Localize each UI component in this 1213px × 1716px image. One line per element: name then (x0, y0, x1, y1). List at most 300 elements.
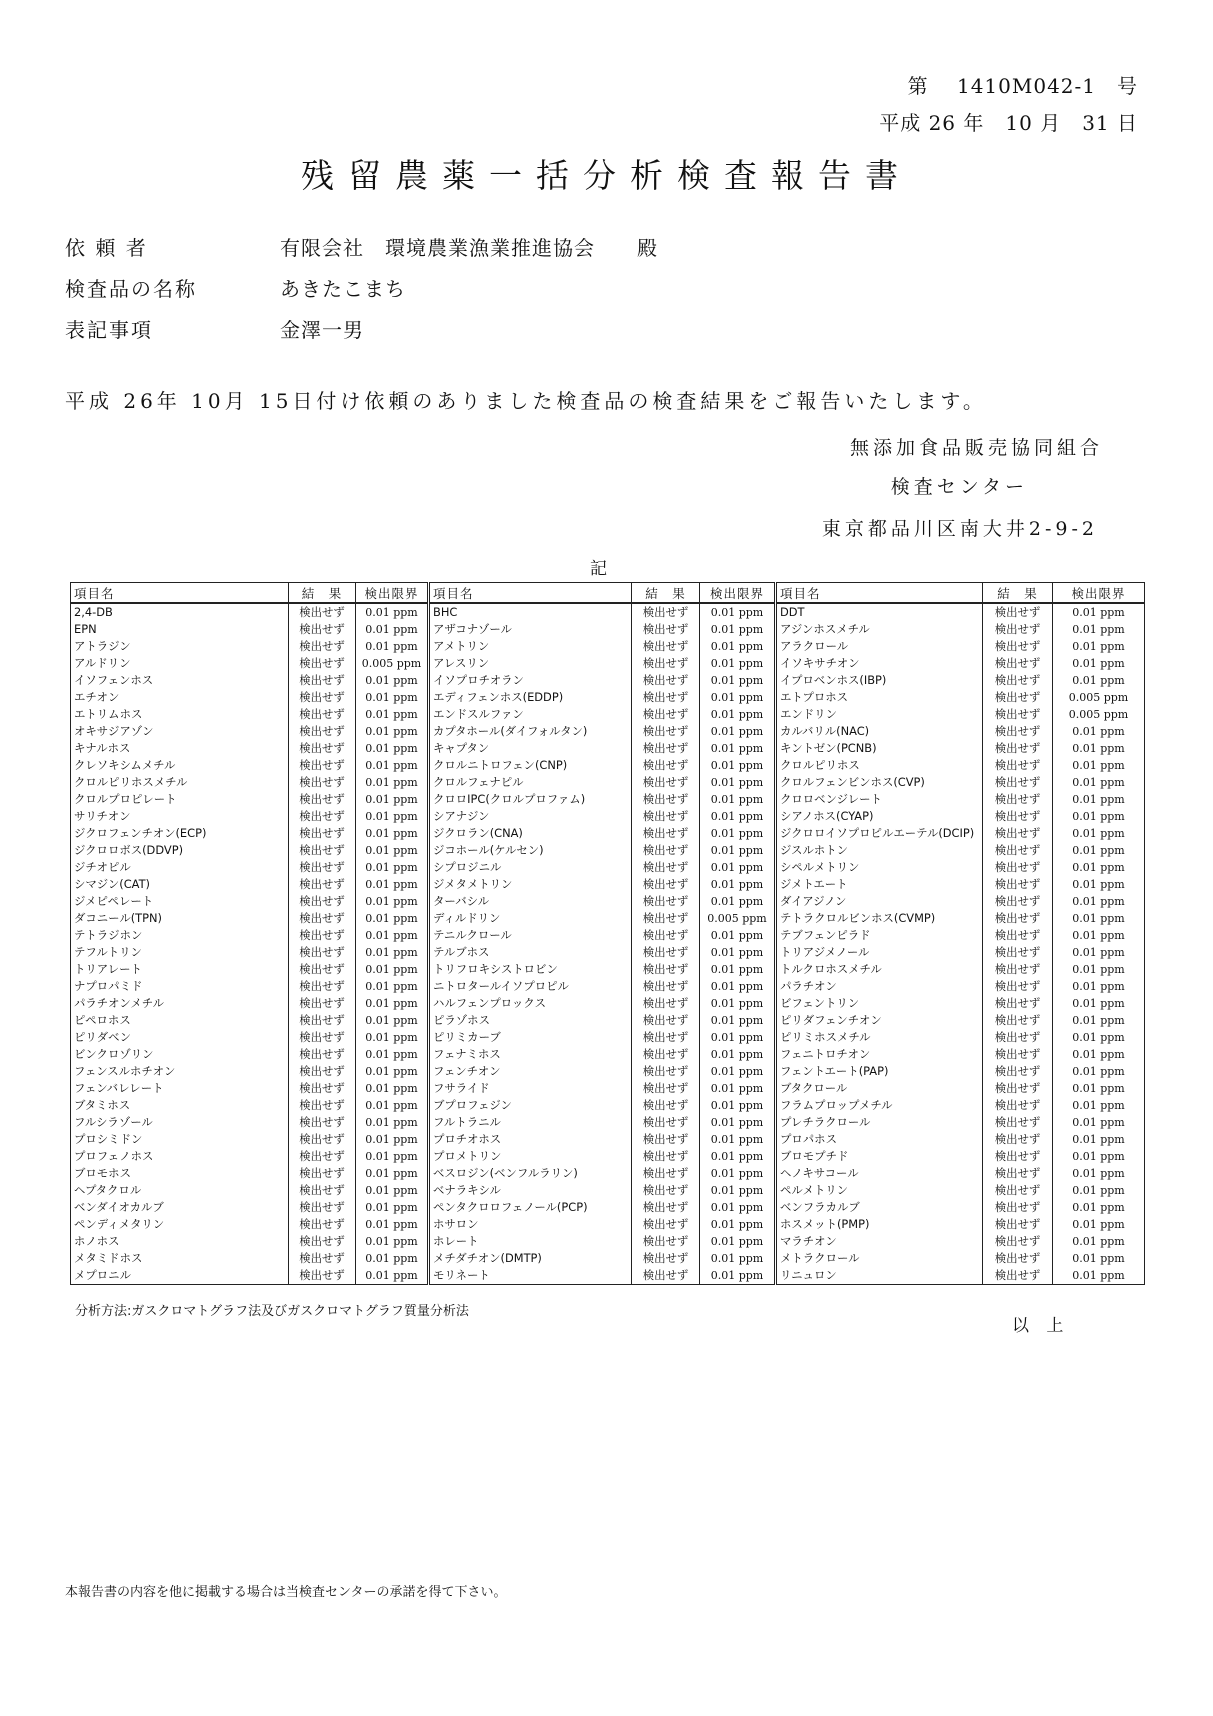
header-result-2: 結 果 (632, 583, 700, 604)
item-name-cell: パラチオン (776, 978, 983, 995)
item-name-cell: プレチラクロール (776, 1114, 983, 1131)
table-row (71, 689, 1145, 706)
item-name-cell: フェナミホス (429, 1046, 632, 1063)
header-result-1: 結 果 (289, 583, 356, 604)
result-cell: 検出せず (983, 1046, 1053, 1063)
notation-value: 金澤一男 (280, 318, 364, 342)
table-row (71, 1046, 1145, 1063)
detection-limit-cell: 0.01 ppm (700, 1199, 776, 1216)
header-limit-2: 検出限界 (700, 583, 776, 604)
detection-limit-cell: 0.01 ppm (356, 757, 429, 774)
result-cell: 検出せず (983, 842, 1053, 859)
item-name-cell: キントゼン(PCNB) (776, 740, 983, 757)
detection-limit-cell: 0.01 ppm (700, 842, 776, 859)
result-cell: 検出せず (289, 1165, 356, 1182)
item-name-cell: ベンダイオカルブ (71, 1199, 289, 1216)
result-cell: 検出せず (632, 672, 700, 689)
item-name-cell: テニルクロール (429, 927, 632, 944)
result-cell: 検出せず (632, 791, 700, 808)
item-name-cell: ダイアジノン (776, 893, 983, 910)
detection-limit-cell: 0.01 ppm (700, 1097, 776, 1114)
table-row (71, 1063, 1145, 1080)
result-cell: 検出せず (632, 1148, 700, 1165)
result-cell: 検出せず (289, 1114, 356, 1131)
detection-limit-cell: 0.01 ppm (356, 672, 429, 689)
item-name-cell: アザコナゾール (429, 621, 632, 638)
item-name-cell: ブロモプチド (776, 1148, 983, 1165)
table-row (71, 876, 1145, 893)
item-name-cell: ピラゾホス (429, 1012, 632, 1029)
detection-limit-cell: 0.005 ppm (700, 910, 776, 927)
detection-limit-cell: 0.01 ppm (700, 672, 776, 689)
item-name-cell: ジクロロボス(DDVP) (71, 842, 289, 859)
item-name-cell: シマジン(CAT) (71, 876, 289, 893)
item-name-cell: クロルプロピレート (71, 791, 289, 808)
item-name-cell: ニトロタールイソプロピル (429, 978, 632, 995)
result-cell: 検出せず (289, 1267, 356, 1285)
detection-limit-cell: 0.01 ppm (1053, 1063, 1145, 1080)
detection-limit-cell: 0.01 ppm (1053, 1012, 1145, 1029)
item-name-cell: ブタクロール (776, 1080, 983, 1097)
detection-limit-cell: 0.01 ppm (356, 1097, 429, 1114)
detection-limit-cell: 0.01 ppm (356, 825, 429, 842)
detection-limit-cell: 0.01 ppm (356, 1148, 429, 1165)
item-name-cell: クロルピリホスメチル (71, 774, 289, 791)
document-title: 残留農薬一括分析検査報告書 (301, 156, 912, 195)
detection-limit-cell: 0.01 ppm (356, 944, 429, 961)
result-cell: 検出せず (632, 1250, 700, 1267)
result-cell: 検出せず (632, 774, 700, 791)
item-name-cell: アルドリン (71, 655, 289, 672)
detection-limit-cell: 0.01 ppm (356, 1216, 429, 1233)
table-row (71, 1199, 1145, 1216)
detection-limit-cell: 0.01 ppm (1053, 621, 1145, 638)
detection-limit-cell: 0.005 ppm (1053, 706, 1145, 723)
item-name-cell: フェンチオン (429, 1063, 632, 1080)
table-row (71, 961, 1145, 978)
item-name-cell: メトラクロール (776, 1250, 983, 1267)
item-name-cell: カプタホール(ダイフォルタン) (429, 723, 632, 740)
item-name-cell: フェニトロチオン (776, 1046, 983, 1063)
detection-limit-cell: 0.01 ppm (356, 842, 429, 859)
item-name-cell: ピリミホスメチル (776, 1029, 983, 1046)
result-cell: 検出せず (632, 1080, 700, 1097)
detection-limit-cell: 0.01 ppm (356, 1233, 429, 1250)
detection-limit-cell: 0.01 ppm (1053, 1233, 1145, 1250)
detection-limit-cell: 0.01 ppm (1053, 1250, 1145, 1267)
detection-limit-cell: 0.01 ppm (1053, 1165, 1145, 1182)
result-cell: 検出せず (983, 859, 1053, 876)
result-cell: 検出せず (632, 944, 700, 961)
result-cell: 検出せず (632, 723, 700, 740)
detection-limit-cell: 0.01 ppm (1053, 1182, 1145, 1199)
result-cell: 検出せず (983, 1148, 1053, 1165)
table-row (71, 655, 1145, 672)
result-cell: 検出せず (983, 961, 1053, 978)
item-name-cell: DDT (776, 603, 983, 621)
detection-limit-cell: 0.01 ppm (356, 1012, 429, 1029)
table-row (71, 893, 1145, 910)
detection-limit-cell: 0.01 ppm (700, 961, 776, 978)
item-name-cell: エディフェンホス(EDDP) (429, 689, 632, 706)
detection-limit-cell: 0.01 ppm (1053, 655, 1145, 672)
item-name-cell: ディルドリン (429, 910, 632, 927)
item-name-cell: エトリムホス (71, 706, 289, 723)
detection-limit-cell: 0.01 ppm (700, 1012, 776, 1029)
result-cell: 検出せず (983, 995, 1053, 1012)
detection-limit-cell: 0.01 ppm (1053, 791, 1145, 808)
detection-limit-cell: 0.01 ppm (1053, 808, 1145, 825)
detection-limit-cell: 0.01 ppm (1053, 1046, 1145, 1063)
result-cell: 検出せず (983, 1080, 1053, 1097)
result-cell: 検出せず (983, 740, 1053, 757)
item-name-cell: ホスメット(PMP) (776, 1216, 983, 1233)
result-cell: 検出せず (289, 1233, 356, 1250)
item-name-cell: カルバリル(NAC) (776, 723, 983, 740)
item-name-cell: フサライド (429, 1080, 632, 1097)
detection-limit-cell: 0.01 ppm (700, 825, 776, 842)
table-row (71, 1148, 1145, 1165)
item-name-cell: プロシミドン (71, 1131, 289, 1148)
detection-limit-cell: 0.01 ppm (1053, 638, 1145, 655)
table-row (71, 859, 1145, 876)
result-cell: 検出せず (289, 689, 356, 706)
detection-limit-cell: 0.01 ppm (700, 603, 776, 621)
detection-limit-cell: 0.01 ppm (700, 757, 776, 774)
item-name-cell: アトラジン (71, 638, 289, 655)
result-cell: 検出せず (289, 672, 356, 689)
detection-limit-cell: 0.01 ppm (700, 1216, 776, 1233)
item-name-cell: トリアレート (71, 961, 289, 978)
detection-limit-cell: 0.01 ppm (700, 621, 776, 638)
item-name-cell: EPN (71, 621, 289, 638)
item-name-cell: クロルニトロフェン(CNP) (429, 757, 632, 774)
item-name-cell: オキサジアゾン (71, 723, 289, 740)
result-cell: 検出せず (289, 910, 356, 927)
result-cell: 検出せず (632, 1199, 700, 1216)
item-name-cell: モリネート (429, 1267, 632, 1285)
result-cell: 検出せず (632, 808, 700, 825)
detection-limit-cell: 0.01 ppm (700, 1080, 776, 1097)
item-name-cell: キナルホス (71, 740, 289, 757)
detection-limit-cell: 0.01 ppm (356, 1182, 429, 1199)
item-name-cell: ベナラキシル (429, 1182, 632, 1199)
detection-limit-cell: 0.01 ppm (356, 910, 429, 927)
detection-limit-cell: 0.01 ppm (1053, 978, 1145, 995)
item-name-cell: シアナジン (429, 808, 632, 825)
item-name-cell: フェントエート(PAP) (776, 1063, 983, 1080)
document-number: 第 1410M042-1 号 (907, 74, 1138, 98)
result-cell: 検出せず (289, 1029, 356, 1046)
result-cell: 検出せず (632, 910, 700, 927)
result-cell: 検出せず (983, 1063, 1053, 1080)
detection-limit-cell: 0.01 ppm (1053, 723, 1145, 740)
result-cell: 検出せず (632, 876, 700, 893)
result-cell: 検出せず (632, 1012, 700, 1029)
result-cell: 検出せず (289, 842, 356, 859)
result-cell: 検出せず (632, 1114, 700, 1131)
detection-limit-cell: 0.01 ppm (1053, 1267, 1145, 1285)
table-row (71, 1029, 1145, 1046)
detection-limit-cell: 0.01 ppm (356, 689, 429, 706)
result-cell: 検出せず (289, 978, 356, 995)
item-name-cell: ジスルホトン (776, 842, 983, 859)
detection-limit-cell: 0.01 ppm (1053, 757, 1145, 774)
table-row (71, 638, 1145, 655)
results-table (70, 582, 1145, 1285)
result-cell: 検出せず (632, 706, 700, 723)
detection-limit-cell: 0.01 ppm (356, 774, 429, 791)
detection-limit-cell: 0.01 ppm (356, 603, 429, 621)
detection-limit-cell: 0.01 ppm (700, 1165, 776, 1182)
result-cell: 検出せず (289, 1063, 356, 1080)
detection-limit-cell: 0.01 ppm (700, 944, 776, 961)
item-name-cell: ペンディメタリン (71, 1216, 289, 1233)
item-name-cell: リニュロン (776, 1267, 983, 1285)
table-row (71, 1216, 1145, 1233)
detection-limit-cell: 0.01 ppm (356, 1199, 429, 1216)
detection-limit-cell: 0.01 ppm (1053, 842, 1145, 859)
result-cell: 検出せず (983, 825, 1053, 842)
result-cell: 検出せず (289, 927, 356, 944)
item-name-cell: トルクロホスメチル (776, 961, 983, 978)
detection-limit-cell: 0.01 ppm (356, 1165, 429, 1182)
detection-limit-cell: 0.01 ppm (1053, 893, 1145, 910)
result-cell: 検出せず (289, 859, 356, 876)
result-cell: 検出せず (983, 621, 1053, 638)
item-name-cell: プロフェノホス (71, 1148, 289, 1165)
result-cell: 検出せず (983, 910, 1053, 927)
item-name-cell: フラムプロップメチル (776, 1097, 983, 1114)
item-name-cell: ホノホス (71, 1233, 289, 1250)
item-name-cell: フェンバレレート (71, 1080, 289, 1097)
item-name-cell: エンドスルファン (429, 706, 632, 723)
result-cell: 検出せず (289, 655, 356, 672)
result-cell: 検出せず (289, 723, 356, 740)
item-name-cell: イプロベンホス(IBP) (776, 672, 983, 689)
result-cell: 検出せず (983, 757, 1053, 774)
detection-limit-cell: 0.01 ppm (700, 1114, 776, 1131)
result-cell: 検出せず (289, 706, 356, 723)
result-cell: 検出せず (289, 621, 356, 638)
detection-limit-cell: 0.01 ppm (1053, 1114, 1145, 1131)
detection-limit-cell: 0.01 ppm (700, 740, 776, 757)
document-date: 平成 26 年 10 月 31 日 (879, 111, 1138, 135)
detection-limit-cell: 0.01 ppm (1053, 774, 1145, 791)
result-cell: 検出せず (632, 603, 700, 621)
item-name-cell: シペルメトリン (776, 859, 983, 876)
item-name-cell: 2,4-DB (71, 603, 289, 621)
detection-limit-cell: 0.01 ppm (700, 995, 776, 1012)
result-cell: 検出せず (632, 859, 700, 876)
detection-limit-cell: 0.01 ppm (356, 1029, 429, 1046)
result-cell: 検出せず (632, 1097, 700, 1114)
end-mark: 以 上 (1012, 1316, 1070, 1336)
item-name-cell: ヘプタクロル (71, 1182, 289, 1199)
result-cell: 検出せず (632, 1063, 700, 1080)
item-name-cell: メタミドホス (71, 1250, 289, 1267)
result-cell: 検出せず (289, 1250, 356, 1267)
item-name-cell: プロチオホス (429, 1131, 632, 1148)
result-cell: 検出せず (289, 1012, 356, 1029)
result-cell: 検出せず (632, 1046, 700, 1063)
detection-limit-cell: 0.01 ppm (356, 1114, 429, 1131)
item-name-cell: ペルメトリン (776, 1182, 983, 1199)
result-cell: 検出せず (632, 689, 700, 706)
detection-limit-cell: 0.01 ppm (700, 1250, 776, 1267)
result-cell: 検出せず (289, 1199, 356, 1216)
detection-limit-cell: 0.01 ppm (700, 808, 776, 825)
header-limit-1: 検出限界 (356, 583, 429, 604)
detection-limit-cell: 0.01 ppm (700, 876, 776, 893)
result-cell: 検出せず (983, 927, 1053, 944)
detection-limit-cell: 0.01 ppm (700, 1029, 776, 1046)
detection-limit-cell: 0.01 ppm (356, 927, 429, 944)
detection-limit-cell: 0.01 ppm (356, 961, 429, 978)
result-cell: 検出せず (983, 1250, 1053, 1267)
item-name-cell: パラチオンメチル (71, 995, 289, 1012)
table-row (71, 1267, 1145, 1285)
detection-limit-cell: 0.01 ppm (1053, 825, 1145, 842)
item-name-cell: ベスロジン(ベンフルラリン) (429, 1165, 632, 1182)
result-cell: 検出せず (289, 1080, 356, 1097)
detection-limit-cell: 0.01 ppm (356, 1267, 429, 1285)
detection-limit-cell: 0.01 ppm (1053, 995, 1145, 1012)
detection-limit-cell: 0.01 ppm (356, 1250, 429, 1267)
detection-limit-cell: 0.01 ppm (1053, 1131, 1145, 1148)
item-name-cell: ブロモホス (71, 1165, 289, 1182)
detection-limit-cell: 0.01 ppm (1053, 672, 1145, 689)
detection-limit-cell: 0.01 ppm (700, 689, 776, 706)
item-name-cell: テルブホス (429, 944, 632, 961)
table-row (71, 723, 1145, 740)
item-name-cell: ジメピペレート (71, 893, 289, 910)
detection-limit-cell: 0.01 ppm (1053, 1148, 1145, 1165)
detection-limit-cell: 0.01 ppm (356, 1063, 429, 1080)
result-cell: 検出せず (289, 995, 356, 1012)
table-row (71, 706, 1145, 723)
detection-limit-cell: 0.01 ppm (700, 723, 776, 740)
detection-limit-cell: 0.01 ppm (356, 893, 429, 910)
item-name-cell: ジチオピル (71, 859, 289, 876)
result-cell: 検出せず (983, 1199, 1053, 1216)
result-cell: 検出せず (983, 944, 1053, 961)
result-cell: 検出せず (983, 1097, 1053, 1114)
detection-limit-cell: 0.01 ppm (1053, 944, 1145, 961)
table-row (71, 1182, 1145, 1199)
detection-limit-cell: 0.01 ppm (700, 1233, 776, 1250)
result-cell: 検出せず (632, 757, 700, 774)
result-cell: 検出せず (983, 706, 1053, 723)
detection-limit-cell: 0.01 ppm (356, 1046, 429, 1063)
detection-limit-cell: 0.01 ppm (700, 1046, 776, 1063)
item-name-cell: キャプタン (429, 740, 632, 757)
item-name-cell: ヘノキサコール (776, 1165, 983, 1182)
detection-limit-cell: 0.01 ppm (1053, 859, 1145, 876)
result-cell: 検出せず (983, 689, 1053, 706)
item-name-cell: テトラクロルビンホス(CVMP) (776, 910, 983, 927)
result-cell: 検出せず (632, 842, 700, 859)
item-name-cell: ブプロフェジン (429, 1097, 632, 1114)
table-row (71, 808, 1145, 825)
analysis-method: 分析方法:ガスクロマトグラフ法及びガスクロマトグラフ質量分析法 (75, 1304, 469, 1319)
item-name-cell: ジメトエート (776, 876, 983, 893)
result-cell: 検出せず (632, 825, 700, 842)
result-cell: 検出せず (289, 825, 356, 842)
detection-limit-cell: 0.01 ppm (356, 621, 429, 638)
item-name-cell: マラチオン (776, 1233, 983, 1250)
table-row (71, 1131, 1145, 1148)
table-row (71, 621, 1145, 638)
detection-limit-cell: 0.01 ppm (700, 1267, 776, 1285)
result-cell: 検出せず (632, 927, 700, 944)
issuer-organization: 無添加食品販売協同組合 (849, 437, 1103, 459)
result-cell: 検出せず (983, 1114, 1053, 1131)
item-name-cell: ホサロン (429, 1216, 632, 1233)
result-cell: 検出せず (289, 638, 356, 655)
detection-limit-cell: 0.01 ppm (700, 655, 776, 672)
table-row (71, 944, 1145, 961)
item-name-cell: クロルフェナピル (429, 774, 632, 791)
detection-limit-cell: 0.01 ppm (700, 893, 776, 910)
table-row (71, 774, 1145, 791)
item-name-cell: シプロジニル (429, 859, 632, 876)
detection-limit-cell: 0.01 ppm (700, 1063, 776, 1080)
item-name-label: 検査品の名称 (65, 277, 197, 301)
result-cell: 検出せず (289, 1097, 356, 1114)
detection-limit-cell: 0.01 ppm (356, 723, 429, 740)
result-cell: 検出せず (983, 1012, 1053, 1029)
detection-limit-cell: 0.01 ppm (356, 706, 429, 723)
detection-limit-cell: 0.01 ppm (1053, 961, 1145, 978)
item-name-cell: ホレート (429, 1233, 632, 1250)
detection-limit-cell: 0.01 ppm (356, 995, 429, 1012)
detection-limit-cell: 0.01 ppm (356, 1080, 429, 1097)
item-name-cell: アジンホスメチル (776, 621, 983, 638)
item-name-cell: トリアジメノール (776, 944, 983, 961)
detection-limit-cell: 0.01 ppm (356, 638, 429, 655)
table-row (71, 1097, 1145, 1114)
results-body (71, 603, 1145, 1285)
result-cell: 検出せず (289, 961, 356, 978)
item-name-cell: ピリミカーブ (429, 1029, 632, 1046)
result-cell: 検出せず (289, 791, 356, 808)
result-cell: 検出せず (632, 1216, 700, 1233)
issuer-department: 検査センター (890, 476, 1028, 498)
table-row (71, 1012, 1145, 1029)
detection-limit-cell: 0.01 ppm (356, 740, 429, 757)
result-cell: 検出せず (983, 1216, 1053, 1233)
detection-limit-cell: 0.01 ppm (700, 978, 776, 995)
result-cell: 検出せず (983, 808, 1053, 825)
table-row (71, 1080, 1145, 1097)
result-cell: 検出せず (632, 995, 700, 1012)
item-name-cell: ピペロホス (71, 1012, 289, 1029)
table-header-row (71, 583, 1145, 604)
header-result-3: 結 果 (983, 583, 1053, 604)
item-name-cell: クロルフェンビンホス(CVP) (776, 774, 983, 791)
result-cell: 検出せず (289, 876, 356, 893)
detection-limit-cell: 0.01 ppm (356, 978, 429, 995)
item-name-value: あきたこまち (280, 277, 406, 301)
item-name-cell: ジコホール(ケルセン) (429, 842, 632, 859)
table-row (71, 791, 1145, 808)
table-row (71, 842, 1145, 859)
item-name-cell: フルトラニル (429, 1114, 632, 1131)
result-cell: 検出せず (983, 978, 1053, 995)
item-name-cell: アメトリン (429, 638, 632, 655)
item-name-cell: サリチオン (71, 808, 289, 825)
